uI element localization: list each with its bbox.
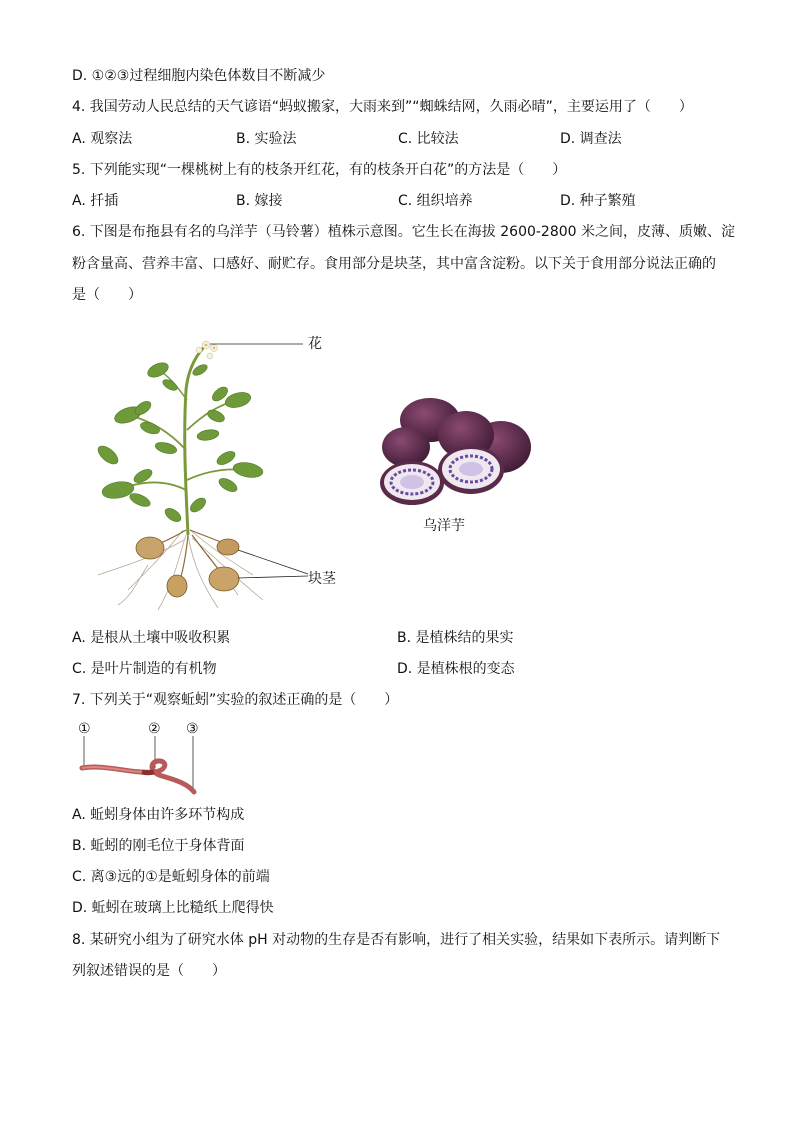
- flower-label: 花: [308, 336, 322, 352]
- q8-stem-line-2: 列叙述错误的是（ ）: [72, 963, 226, 979]
- marker-1: ①: [78, 721, 91, 737]
- q4-option-b: B. 实验法: [236, 131, 297, 147]
- q5-option-a: A. 扦插: [72, 193, 119, 209]
- q8-stem-line-1: 8. 某研究小组为了研究水体 pH 对动物的生存是否有影响，进行了相关实验，结果如下表所示。请判断下: [72, 932, 721, 948]
- q6-stem-line-3: 是（ ）: [72, 287, 142, 303]
- q4-option-c: C. 比较法: [398, 131, 459, 147]
- marker-3: ③: [186, 721, 199, 737]
- q6-option-a: A. 是根从土壤中吸收积累: [72, 630, 231, 646]
- q6-stem-line-2: 粉含量高、营养丰富、口感好、耐贮存。食用部分是块茎，其中富含淀粉。以下关于食用部分说法正确的: [72, 256, 716, 272]
- q7-stem: 7. 下列关于“观察蚯蚓”实验的叙述正确的是（ ）: [72, 692, 399, 708]
- purple-potato-image: [376, 395, 536, 505]
- potato-plant-illustration: [88, 330, 328, 620]
- q4-stem: 4. 我国劳动人民总结的天气谚语“蚂蚁搬家，大雨来到”“蜘蛛结网，久雨必晴”，主要运用了（ ）: [72, 99, 693, 115]
- earthworm-illustration: [76, 736, 206, 796]
- q6-option-d: D. 是植株根的变态: [397, 661, 515, 677]
- potato-caption: 乌洋芋: [423, 518, 465, 534]
- marker-2: ②: [148, 721, 161, 737]
- q4-option-a: A. 观察法: [72, 131, 133, 147]
- tuber-label: 块茎: [308, 571, 336, 587]
- q5-option-b: B. 嫁接: [236, 193, 283, 209]
- q5-option-d: D. 种子繁殖: [560, 193, 636, 209]
- q7-option-b: B. 蚯蚓的刚毛位于身体背面: [72, 838, 245, 854]
- q6-option-c: C. 是叶片制造的有机物: [72, 661, 217, 677]
- q7-option-a: A. 蚯蚓身体由许多环节构成: [72, 807, 245, 823]
- q3-option-d: D. ①②③过程细胞内染色体数目不断减少: [72, 68, 326, 84]
- q6-option-b: B. 是植株结的果实: [397, 630, 514, 646]
- q7-option-c: C. 离③远的①是蚯蚓身体的前端: [72, 869, 270, 885]
- q5-stem: 5. 下列能实现“一棵桃树上有的枝条开红花，有的枝条开白花”的方法是（ ）: [72, 162, 567, 178]
- q7-option-d: D. 蚯蚓在玻璃上比糙纸上爬得快: [72, 900, 274, 916]
- q6-stem-line-1: 6. 下图是布拖县有名的乌洋芋（马铃薯）植株示意图。它生长在海拔 2600-2800 米之间，皮薄、质嫩、淀: [72, 224, 736, 240]
- q4-option-d: D. 调查法: [560, 131, 622, 147]
- q5-option-c: C. 组织培养: [398, 193, 473, 209]
